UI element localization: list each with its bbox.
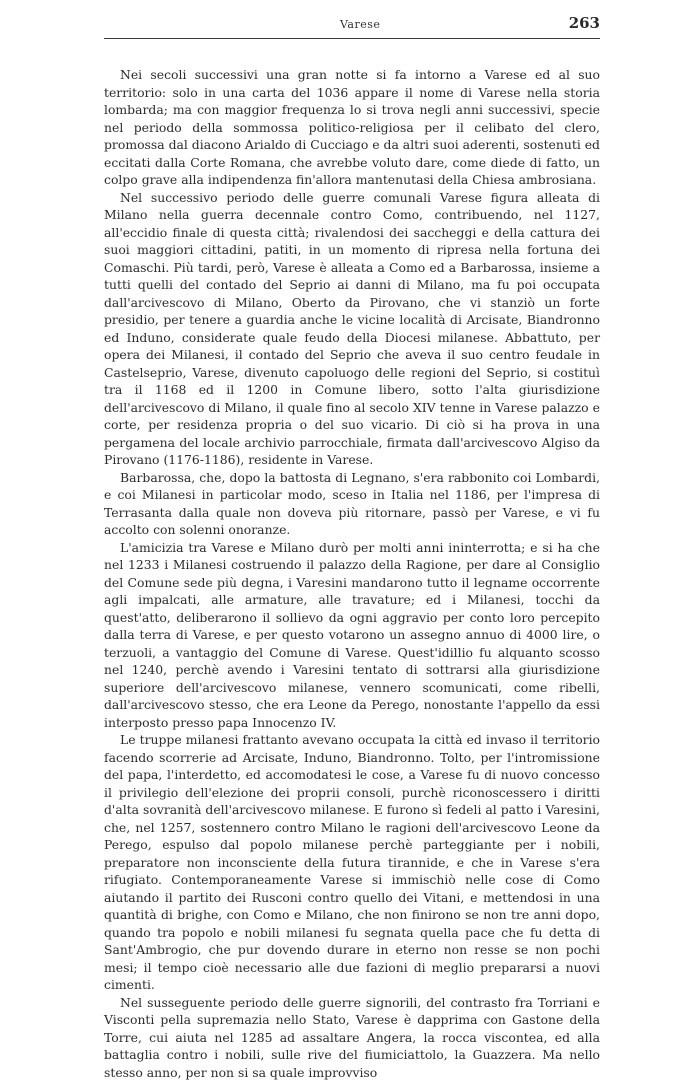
page-header <box>104 10 600 39</box>
paragraph-truppe-milanesi: Le truppe milanesi frattanto avevano occupata la città ed invaso il territorio facendo scorrerie ad Arcisate, Induno, Biandronno. Tolto, per l'intromissione del papa, l'interdetto, ed accomodatesi le cose, a Varese fu di nuovo concesso il privilegio dell'elezione dei proprii consoli, purchè riconoscessero i diritti d'alta sovranità dell'arcivescovo milanese. E furono sì fedeli al patto i Varesini, che, nel 1257, sostennero contro Milano le ragioni dell'arcivescovo Leone da Perego, espulso dal popolo milanese perchè parteggiante per i nobili, preparatore non inconsciente della futura tirannide, e che in Varese s'era rifugiato. Contemporaneamente Varese si immischiò nelle cose di Como aiutando il partito dei Rusconi contro quello dei Vitani, e mettendosi in una quantità di brighe, con Como e Milano, che non finirono se non tre anni dopo, quando tra popolo e nobili milanesi fu segnata quella pace che fu detta di Sant'Ambrogio, che pur dovendo durare in eterno non resse se non pochi mesi; il tempo cioè necessario alle due fazioni di meglio prepararsi a nuovi cimenti. <box>104 731 600 994</box>
paragraph-guerre-signorili: Nel susseguente periodo delle guerre signorili, del contrasto fra Torriani e Visconti pella supremazia nello Stato, Varese è dapprima con Gastone della Torre, cui aiuta nel 1285 ad assaltare Angera, la rocca viscontea, ed alla battaglia contro i nobili, sulle rive del fiumiciattolo, la Guazzera. Ma nello stesso anno, per non si sa quale improvviso <box>104 994 600 1081</box>
paragraph-guerre-comunali: Nel successivo periodo delle guerre comunali Varese figura alleata di Milano nella guerra decennale contro Como, contribuendo, nel 1127, all'eccidio finale di questa città; rivalendosi dei saccheggi e della cattura dei suoi maggiori cittadini, patiti, in un momento di ripresa nella fortuna dei Comaschi. Più tardi, però, Varese è alleata a Como ed a Barbarossa, insieme a tutti quelli del contado del Seprio ai danni di Milano, ma fu poi occupata dall'arcivescovo di Milano, Oberto da Pirovano, che vi stanziò un forte presidio, per tenere a guardia anche le vicine località di Arcisate, Biandronno ed Induno, considerate quale feudo della Diocesi milanese. Abbattuto, per opera dei Milanesi, il contado del Seprio che aveva il suo centro feudale in Castelseprio, Varese, divenuto capoluogo delle regioni del Seprio, si costituì tra il 1168 ed il 1200 in Comune libero, sotto l'alta giurisdizione dell'arcivescovo di Milano, il quale fino al secolo XIV tenne in Varese palazzo e corte, per residenza propria o del suo vicario. Di ciò si ha prova in una pergamena del locale archivio parrocchiale, firmata dall'arcivescovo Algiso da Pirovano (1176-1186), residente in Varese. <box>104 189 600 469</box>
paragraph-amicizia-milano: L'amicizia tra Varese e Milano durò per molti anni ininterrotta; e si ha che nel 1233 i Milanesi costruendo il palazzo della Ragione, per dare al Consiglio del Comune sede più degna, i Varesini mandarono tutto il legname occorrente agli impalcati, alle armature, alle travature; ed i Milanesi, tocchi da quest'atto, deliberarono il sollievo da ogni aggravio per conto loro percepito dalla terra di Varese, e per questo votarono un assegno annuo di 4000 lire, o terzuoli, a vantaggio del Comune di Varese. Quest'idillio fu alquanto scosso nel 1240, perchè avendo i Varesini tentato di sottrarsi alla giurisdizione superiore dell'arcivescovo milanese, vennero scomunicati, come ribelli, dall'arcivescovo stesso, che era Leone da Perego, nonostante l'appello da essi interposto presso papa Innocenzo IV. <box>104 539 600 732</box>
paragraph-barbarossa: Barbarossa, che, dopo la battosta di Legnano, s'era rabbonito coi Lombardi, e coi Milanesi in particolar modo, sceso in Italia nel 1186, per l'impresa di Terrasanta dalla quale non doveva più ritornare, passò per Varese, e vi fu accolto con solenni onoranze. <box>104 469 600 539</box>
body-text <box>104 66 600 1081</box>
paragraph-secoli-successivi: Nei secoli successivi una gran notte si fa intorno a Varese ed al suo territorio: solo in una carta del 1036 appare il nome di Varese nella storia lombarda; ma con maggior frequenza lo si trova negli anni successivi, specie nel periodo della sommossa politico-religiosa per il celibato del clero, promossa dal diacono Arialdo di Cucciago e da altri suoi aderenti, sostenuti ed eccitati dalla Corte Romana, che avrebbe voluto dare, come diede di fatto, un colpo grave alla indipendenza fin'allora mantenutasi della Chiesa ambrosiana. <box>104 66 600 189</box>
page-number: 263 <box>569 14 600 32</box>
running-title: Varese <box>340 18 380 31</box>
